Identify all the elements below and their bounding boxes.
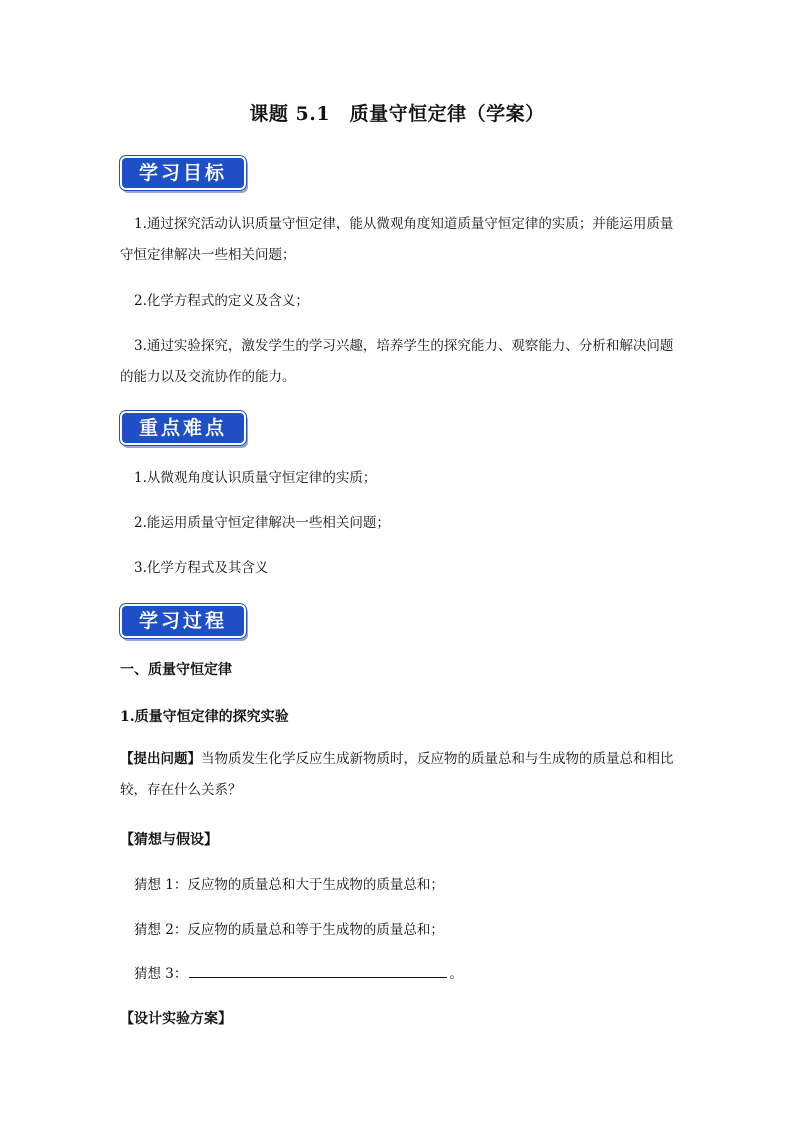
question-label: 【提出问题】 [120,751,201,767]
guess-3-suffix: 。 [449,966,463,982]
question-paragraph [120,744,680,806]
key-point-item-1: 1.从微观角度认识质量守恒定律的实质； [134,470,377,486]
goals-banner: 学习目标 [120,156,246,190]
guess-2: 猜想 2：反应物的质量总和等于生成物的质量总和； [134,922,444,938]
hypothesis-label: 【猜想与假设】 [120,832,218,848]
goal-item-1: 1.通过探究活动认识质量守恒定律，能从微观角度知道质量守恒定律的实质；并能运用质量守恒定律解决一些相关问题； [120,216,674,263]
key-point-item-3: 3.化学方程式及其含义 [134,560,269,576]
subsection-heading-experiment: 1.质量守恒定律的探究实验 [120,709,289,725]
section-heading-conservation: 一、质量守恒定律 [120,662,232,678]
goal-item-2: 2.化学方程式的定义及含义； [134,293,309,309]
key-point-item-2: 2.能运用质量守恒定律解决一些相关问题； [134,515,390,531]
guess-3-prefix: 猜想 3： [134,966,188,982]
guess-1: 猜想 1：反应物的质量总和大于生成物的质量总和； [134,877,444,893]
page-title: 课题 5.1 质量守恒定律（学案） [249,103,545,125]
guess-3 [134,962,463,982]
guess-3-blank[interactable] [189,963,447,978]
process-banner: 学习过程 [120,604,246,638]
goal-item-3: 3.通过实验探究，激发学生的学习兴趣，培养学生的探究能力、观察能力、分析和解决问题的能力以及交流协作的能力。 [120,338,674,385]
key-points-banner: 重点难点 [120,411,246,445]
design-label: 【设计实验方案】 [120,1011,232,1027]
question-text: 当物质发生化学反应生成新物质时，反应物的质量总和与生成物的质量总和相比较，存在什么关系？ [120,751,674,798]
